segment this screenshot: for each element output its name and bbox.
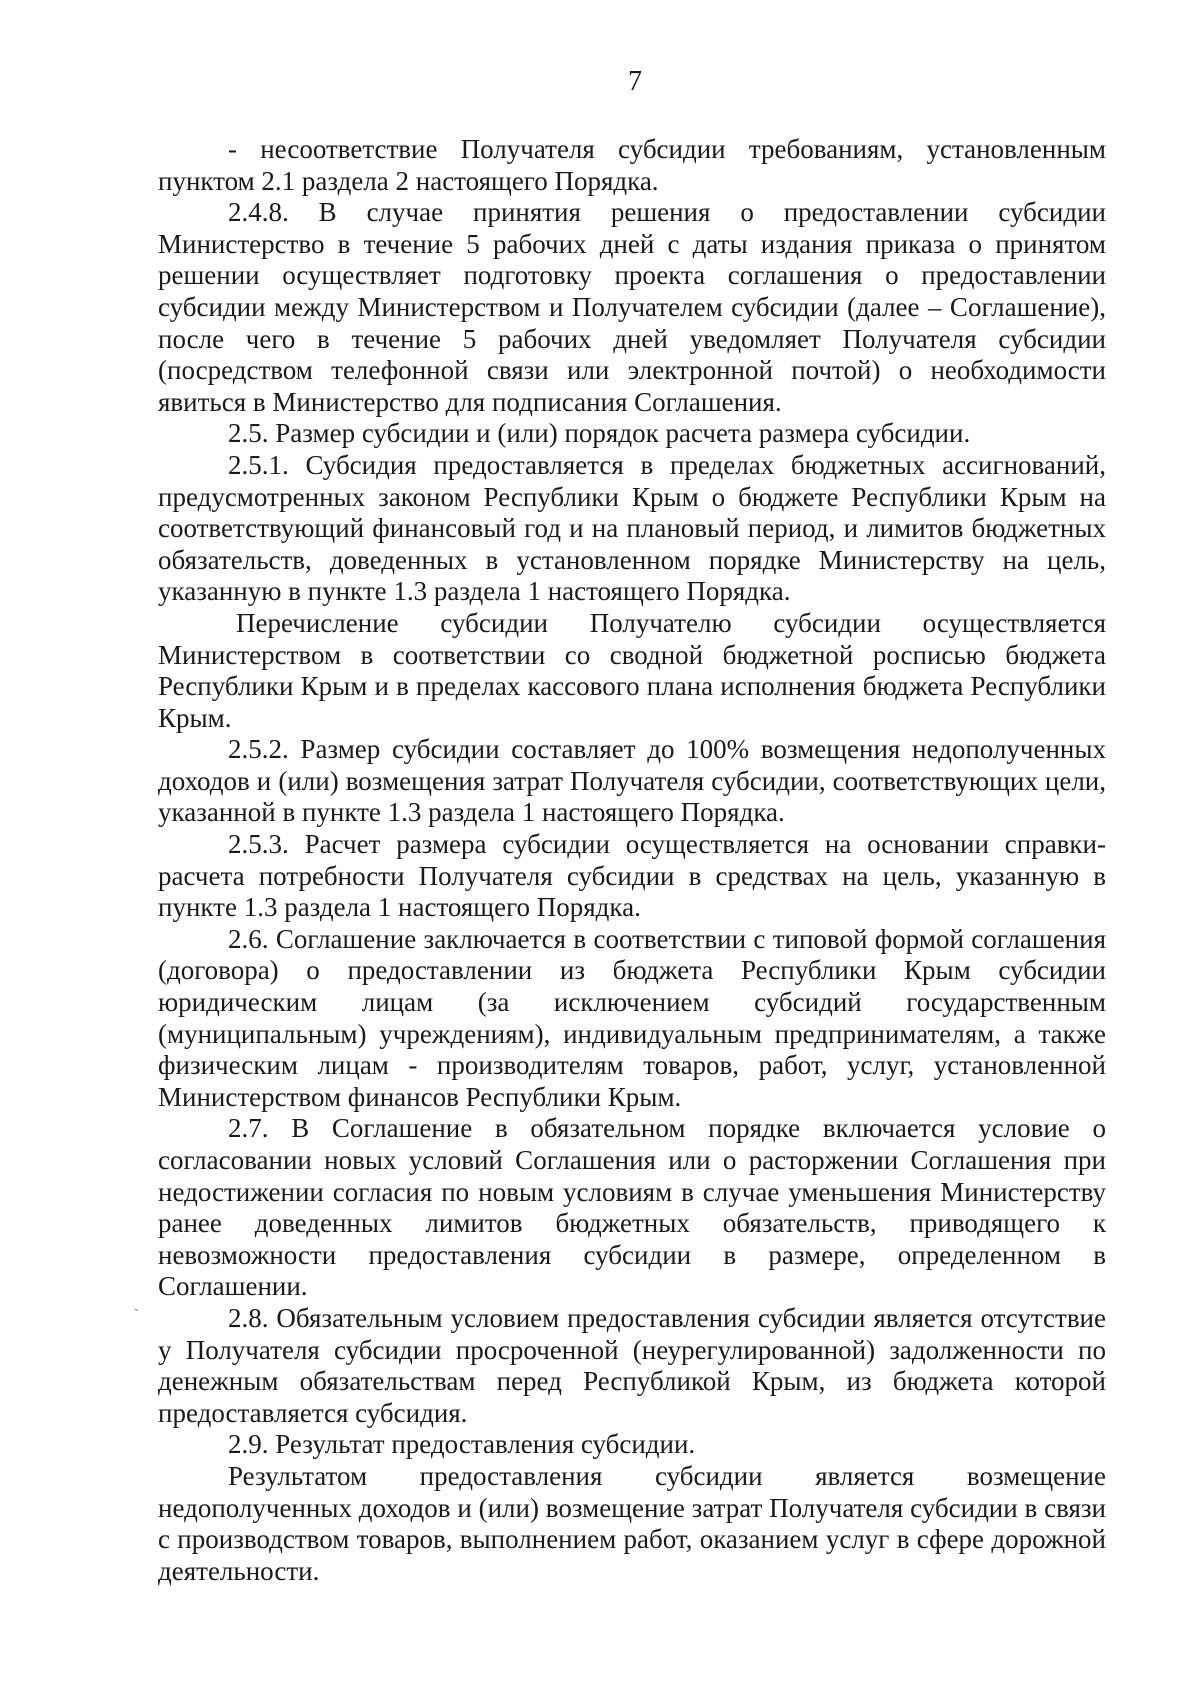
paragraph-2-5: 2.5. Размер субсидии и (или) порядок расчета размера субсидии.	[228, 418, 971, 449]
paragraph-2-9: 2.9. Результат предоставления субсидии.	[228, 1429, 696, 1460]
document-body	[158, 134, 1106, 1587]
paragraph-transfer: Перечисление субсидии Получателю субсидии осуществляется Министерством в соответствии со сводной бюджетной росписью бюджета Республики Крым и в пределах кассового плана исполнения бюджета Республики Крым.	[158, 607, 1106, 733]
scan-mark: ˏ	[134, 1297, 139, 1312]
paragraph-2-4-8: 2.4.8. В случае принятия решения о предоставлении субсидии Министерство в течение 5 рабочих дней с даты издания приказа о принятом решении осуществляет подготовку проекта соглашения о предоставлении субсидии между Министерством и Получателем субсидии (далее – Соглашение), после чего в течение 5 рабочих дней уведомляет Получателя субсидии (посредством телефонной связи или электронной почтой) о необходимости явиться в Министерство для подписания Соглашения.	[158, 197, 1106, 417]
paragraph-2-5-1: 2.5.1. Субсидия предоставляется в пределах бюджетных ассигнований, предусмотренных законом Республики Крым о бюджете Республики Крым на соответствующий финансовый год и на плановый период, и лимитов бюджетных обязательств, доведенных в установленном порядке Министерству на цель, указанную в пункте 1.3 раздела 1 настоящего Порядка.	[158, 449, 1106, 607]
paragraph-2-8: 2.8. Обязательным условием предоставления субсидии является отсутствие у Получателя субсидии просроченной (неурегулированной) задолженности по денежным обязательствам перед Республикой Крым, из бюджета которой предоставляется субсидия.	[158, 1302, 1106, 1428]
paragraph-nonconformity: - несоответствие Получателя субсидии требованиям, установленным пунктом 2.1 раздела 2 настоящего Порядка.	[158, 134, 1106, 196]
page-number: 7	[628, 66, 642, 97]
paragraph-result: Результатом предоставления субсидии является возмещение недополученных доходов и (или) возмещение затрат Получателя субсидии в связи с производством товаров, выполнением работ, оказанием услуг в сфере дорожной деятельности.	[158, 1460, 1106, 1586]
paragraph-2-7: 2.7. В Соглашение в обязательном порядке включается условие о согласовании новых условий Соглашения или о расторжении Соглашения при недостижении согласия по новым условиям в случае уменьшения Министерству ранее доведенных лимитов бюджетных обязательств, приводящего к невозможности предоставления субсидии в размере, определенном в Соглашении.	[158, 1113, 1106, 1302]
paragraph-2-5-3: 2.5.3. Расчет размера субсидии осуществляется на основании справки-расчета потребности Получателя субсидии в средствах на цель, указанную в пункте 1.3 раздела 1 настоящего Порядка.	[158, 829, 1106, 923]
paragraph-2-5-2: 2.5.2. Размер субсидии составляет до 100% возмещения недополученных доходов и (или) возмещения затрат Получателя субсидии, соответствующих цели, указанной в пункте 1.3 раздела 1 настоящего Порядка.	[158, 734, 1106, 828]
paragraph-2-6: 2.6. Соглашение заключается в соответствии с типовой формой соглашения (договора) о предоставлении из бюджета Республики Крым субсидии юридическим лицам (за исключением субсидий государственным (муниципальным) учреждениям), индивидуальным предпринимателям, а также физическим лицам - производителям товаров, работ, услуг, установленной Министерством финансов Республики Крым.	[158, 923, 1106, 1112]
